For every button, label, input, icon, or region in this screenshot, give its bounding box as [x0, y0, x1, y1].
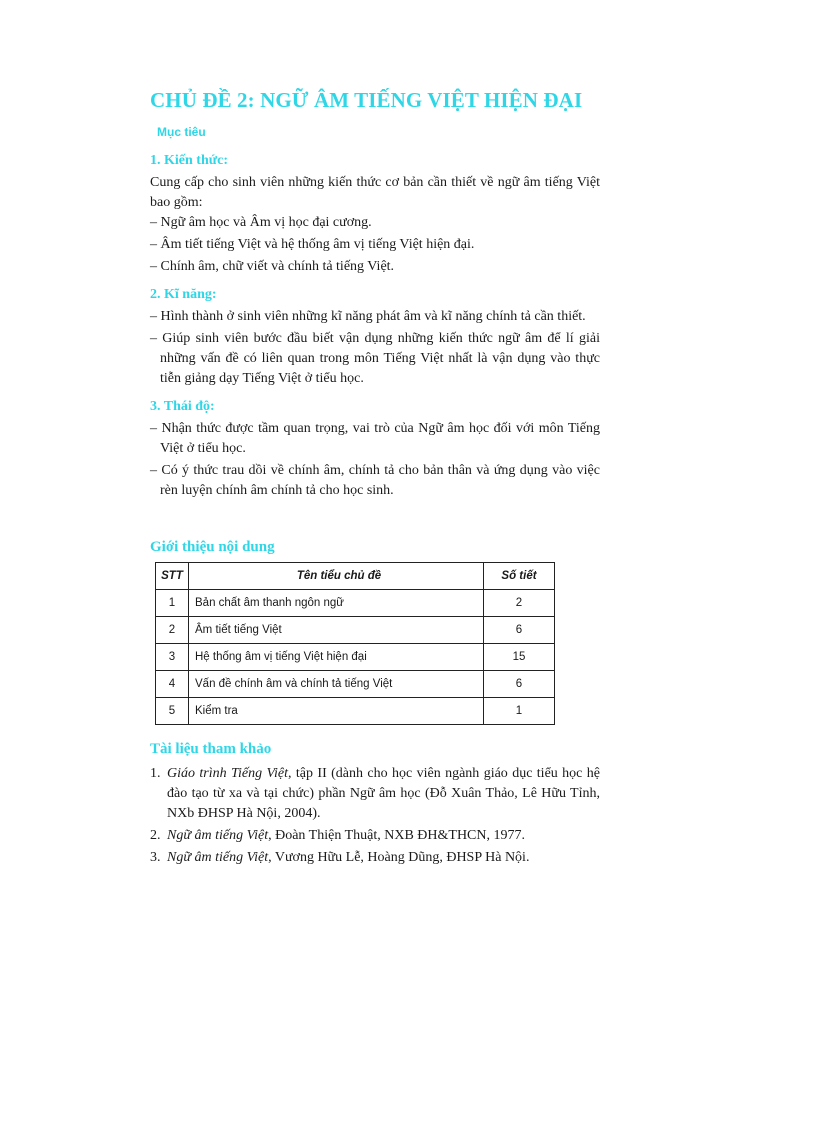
knowledge-item: – Âm tiết tiếng Việt và hệ thống âm vị tiếng Việt hiện đại.: [150, 237, 475, 252]
reference-item: [150, 848, 600, 868]
table-cell: 15: [484, 644, 555, 671]
content-intro-heading: Giới thiệu nội dung: [150, 539, 275, 555]
table-header-cell: STT: [156, 563, 189, 590]
reference-item: [150, 826, 600, 846]
reference-number: 3.: [150, 850, 161, 865]
skills-heading: 2. Kĩ năng:: [150, 287, 217, 302]
table-cell: Hệ thống âm vị tiếng Việt hiện đại: [189, 644, 484, 671]
table-row: [156, 671, 555, 698]
page-title: CHỦ ĐỀ 2: NGỮ ÂM TIẾNG VIỆT HIỆN ĐẠI: [150, 88, 583, 112]
table-header-row: [156, 563, 555, 590]
table-row: [156, 644, 555, 671]
table-cell: Kiểm tra: [189, 698, 484, 725]
table-row: [156, 590, 555, 617]
reference-title: Giáo trình Tiếng Việt: [167, 766, 289, 781]
table-row: [156, 617, 555, 644]
table-cell: 3: [156, 644, 189, 671]
skills-item: – Hình thành ở sinh viên những kĩ năng phát âm và kĩ năng chính tả cần thiết.: [150, 309, 586, 324]
knowledge-intro: Cung cấp cho sinh viên những kiến thức cơ bản cần thiết về ngữ âm tiếng Việt bao gồm:: [150, 175, 600, 210]
skills-item: – Giúp sinh viên bước đầu biết vận dụng những kiến thức ngữ âm để lí giải những vấn đề có liên quan trong môn Tiếng Việt nhất là vận dụng vào thực tiễn giảng dạy Tiếng Việt ở tiểu học.: [150, 331, 600, 386]
attitude-item: – Nhận thức được tầm quan trọng, vai trò của Ngữ âm học đối với môn Tiếng Việt ở tiểu học.: [150, 421, 600, 456]
references-heading: Tài liệu tham khảo: [150, 741, 272, 757]
table-header-cell: Số tiết: [484, 563, 555, 590]
reference-item: [150, 764, 600, 824]
reference-details: , Vương Hữu Lễ, Hoàng Dũng, ĐHSP Hà Nội.: [268, 850, 530, 865]
table-cell: 6: [484, 671, 555, 698]
table-cell: Âm tiết tiếng Việt: [189, 617, 484, 644]
attitude-item: – Có ý thức trau dồi về chính âm, chính tả cho bản thân và ứng dụng vào việc rèn luyện chính âm chính tả cho học sinh.: [150, 463, 600, 498]
content-table: [155, 562, 555, 725]
reference-details: , tập II (dành cho học viên ngành giáo dục tiểu học hệ đào tạo từ xa và tại chức) phần Ngữ âm học (Đỗ Xuân Thảo, Lê Hữu Tỉnh, NXb ĐHSP Hà Nội, 2004).: [167, 766, 600, 821]
table-cell: 4: [156, 671, 189, 698]
table-cell: 2: [484, 590, 555, 617]
knowledge-item: – Chính âm, chữ viết và chính tả tiếng Việt.: [150, 259, 395, 274]
table-header-cell: Tên tiểu chủ đề: [189, 563, 484, 590]
table-row: [156, 698, 555, 725]
reference-number: 2.: [150, 828, 161, 843]
knowledge-item: – Ngữ âm học và Âm vị học đại cương.: [150, 215, 372, 230]
table-cell: 1: [484, 698, 555, 725]
table-cell: 6: [484, 617, 555, 644]
table-cell: 2: [156, 617, 189, 644]
reference-details: , Đoàn Thiện Thuật, NXB ĐH&THCN, 1977.: [268, 828, 526, 843]
reference-number: 1.: [150, 766, 161, 781]
table-cell: Vấn đề chính âm và chính tả tiếng Việt: [189, 671, 484, 698]
knowledge-heading: 1. Kiến thức:: [150, 153, 229, 168]
document-page: [150, 88, 600, 870]
objectives-label: Mục tiêu: [157, 125, 206, 139]
reference-title: Ngữ âm tiếng Việt: [167, 828, 269, 843]
attitude-heading: 3. Thái độ:: [150, 399, 215, 414]
table-cell: 1: [156, 590, 189, 617]
table-cell: 5: [156, 698, 189, 725]
table-cell: Bản chất âm thanh ngôn ngữ: [189, 590, 484, 617]
reference-title: Ngữ âm tiếng Việt: [167, 850, 269, 865]
